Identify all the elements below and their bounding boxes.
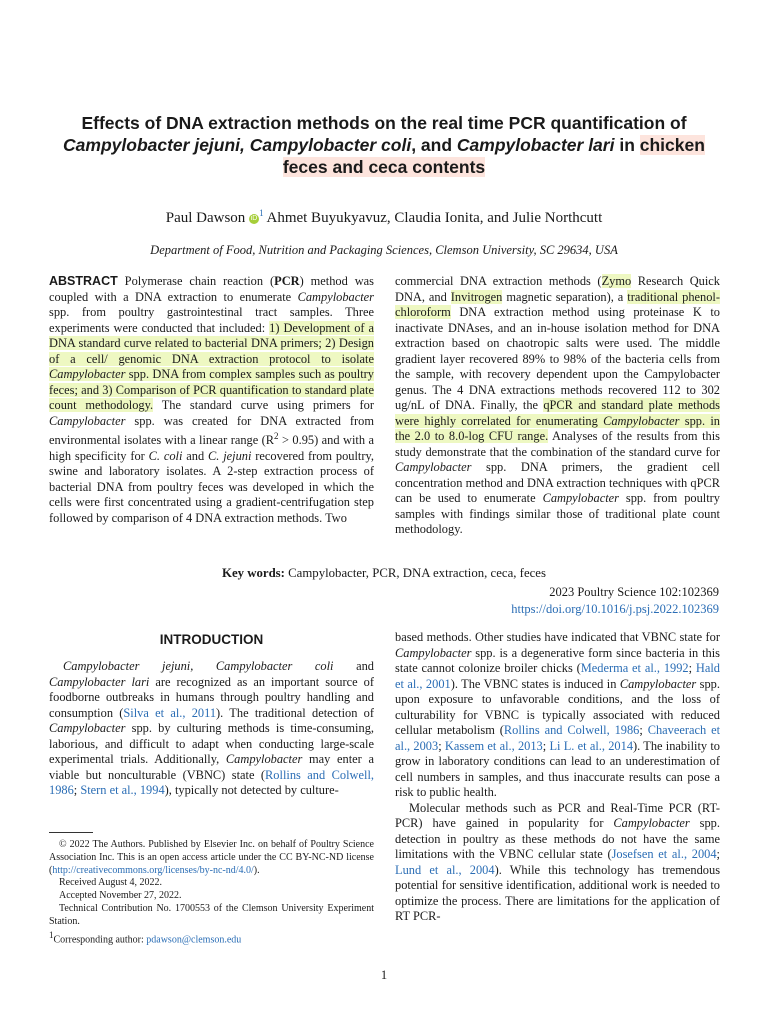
title-in: in	[614, 135, 640, 155]
abstract-text: qPCR and standard plate methods were highly correlated for enumerating	[395, 398, 720, 428]
intro-italic: Campylobacter	[225, 752, 303, 766]
abstract-italic: Campylobacter	[49, 367, 126, 381]
authors-rest: Ahmet Buyukyavuz, Claudia Ionita, and Julie Northcutt	[263, 210, 603, 226]
citation-block	[511, 584, 719, 618]
author-first: Paul Dawson	[165, 210, 246, 226]
copyright-text: © 2022 The Authors. Published by Elsevier Inc. on behalf of Poultry Science Association Inc. This is an open access article under the CC BY-NC-ND license (	[49, 839, 374, 876]
title-line-2	[40, 134, 728, 156]
title-and: , and	[411, 135, 457, 155]
title-line-1: Effects of DNA extraction methods on the real time PCR quantification of	[81, 113, 687, 133]
reference-link[interactable]: Josefsen et al., 2004	[611, 847, 717, 861]
abstract-text: Research Quick DNA, and	[395, 274, 720, 304]
copyright-note	[49, 839, 374, 877]
doi-link[interactable]: https://doi.org/10.1016/j.psj.2022.102369	[511, 602, 719, 616]
intro-text: are recognized as an important source of foodborne outbreaks in humans through poultry handling and consumption (	[49, 674, 374, 720]
article-title	[40, 112, 728, 178]
abstract-text: Polymerase chain reaction (	[117, 274, 275, 288]
abstract-text: spp. was created for DNA extracted from environmental isolates with a linear range (R	[49, 413, 374, 448]
intro-text: ). The traditional detection of	[216, 705, 374, 720]
email-link[interactable]: pdawson@clemson.edu	[146, 933, 242, 945]
accepted-date: Accepted November 27, 2022.	[59, 890, 182, 902]
abstract-text: Analyses of the results from this study demonstrate that the combination of the standard curve for	[395, 429, 720, 459]
intro-italic: Campylobacter jejuni, Campylobacter coli	[63, 659, 334, 673]
license-link[interactable]: http://creativecommons.org/licenses/by-nc-nd/4.0/	[52, 864, 254, 876]
author-list	[40, 208, 728, 227]
intro-paragraph	[49, 659, 374, 799]
abstract-highlight: traditional phenol-chloroform	[395, 289, 720, 319]
intro-text: spp. by culturing methods is time-consuming, laborious, and difficult to adapt when conducting large-scale experimental trials. Additionally,	[49, 721, 374, 766]
intro-text: based methods. Other studies have indicated that VBNC state for	[395, 630, 720, 644]
footnotes	[49, 839, 374, 947]
reference-link[interactable]: Silva et al., 2011	[123, 705, 217, 720]
reference-link[interactable]: Stern et al., 1994	[80, 783, 165, 797]
intro-paragraph	[395, 801, 720, 925]
abstract-text: magnetic separation), a	[502, 289, 628, 304]
keywords-text: Campylobacter, PCR, DNA extraction, ceca, feces	[284, 566, 546, 580]
intro-italic: Campylobacter	[613, 816, 690, 830]
title-species-2: Campylobacter lari	[456, 135, 615, 155]
reference-link[interactable]: Rollins and Colwell, 1986	[49, 767, 374, 797]
reference-link[interactable]: Chaveerach et al., 2003	[395, 723, 721, 753]
abstract-text: > 0.95) and with a high specificity for	[49, 433, 374, 463]
abstract-label: ABSTRACT	[49, 274, 118, 288]
journal-citation: 2023 Poultry Science 102:102369	[549, 585, 719, 599]
abstract-text: commercial DNA extraction methods (	[395, 274, 602, 288]
intro-italic: Campylobacter lari	[49, 674, 150, 689]
footnote-sup: 1	[49, 929, 54, 940]
abstract-text: 1) Development of a DNA standard curve related to bacterial DNA primers; 2) Design of a cell/ genomic DNA extraction protocol to isolate	[49, 320, 374, 366]
abstract-text: spp. from poultry gastrointestinal tract samples. Three experiments were conducted that included:	[49, 305, 374, 335]
reference-link[interactable]: Rollins and Colwell, 1986	[503, 723, 640, 737]
intro-text: spp. detection in poultry as these methods do not have the same limitations with the VBNC cellular state (	[395, 816, 720, 861]
intro-italic: Campylobacter	[619, 676, 697, 691]
abstract-text: recovered from poultry, swine and laboratory isolates. A 2-step extraction process of bacterial DNA from poultry feces was developed in which the cells were first concentrated using a gradient-centrifugation step followed by comparison of 4 DNA extraction methods. Two	[49, 448, 374, 525]
title-species-1: Campylobacter jejuni, Campylobacter coli	[63, 135, 412, 155]
orcid-icon[interactable]: iD	[250, 215, 258, 222]
corresponding-label: Corresponding author:	[53, 933, 147, 945]
author-first-sup[interactable]: 1	[259, 208, 264, 218]
abstract-bold: PCR	[274, 274, 300, 288]
keywords-label: Key words:	[222, 566, 285, 580]
intro-text: ;	[73, 783, 81, 797]
title-highlight-1: chicken	[639, 135, 705, 155]
abstract-text: spp. from poultry samples with findings similar those of traditional plate count methodology.	[395, 491, 720, 536]
received-date: Received August 4, 2022.	[59, 877, 163, 889]
intro-left-column	[49, 659, 374, 799]
abstract-left-column	[49, 274, 374, 526]
abstract-italic: Campylobacter	[395, 460, 472, 474]
corresponding-author	[49, 929, 374, 947]
page-number: 1	[380, 968, 388, 982]
abstract-text: DNA extraction method using proteinase K to inactivate DNAses, and an in-house isolation method for DNA extraction based on chaotropic salts were used. The middle gradient layer recovered 89% to 98% of the bacteria cells from the sample, with recovery dependent upon the Campylobacter genus. The 4 DNA extractions methods recovered 112 to 302 ug/nL of DNA. Finally, the	[395, 305, 720, 412]
abstract-text: ) method was coupled with a DNA extraction to enumerate	[49, 274, 375, 304]
reference-link[interactable]: Lund et al., 2004	[395, 862, 495, 877]
abstract-italic: C. jejuni	[208, 448, 252, 463]
intro-text: ). While this technology has tremendous potential for sensitive identification, additional work is needed to optimize the process. There are limitations for the application of RT PCR-	[395, 862, 721, 923]
keywords	[40, 566, 728, 581]
intro-text: ;	[542, 738, 550, 753]
abstract-text: spp. in the 2.0 to 8.0-log CFU range.	[395, 413, 720, 443]
abstract-italic: Campylobacter	[297, 289, 374, 304]
intro-text: Molecular methods such as PCR and Real-Time PCR (RT-PCR) have gained in popularity for	[395, 800, 720, 830]
intro-italic: Campylobacter	[49, 721, 126, 735]
abstract-italic: Campylobacter	[542, 491, 619, 505]
superscript: 2	[274, 431, 279, 441]
abstract-text: The standard curve using primers for	[153, 398, 375, 412]
title-highlight-2: feces and ceca contents	[282, 157, 486, 177]
intro-paragraph	[395, 630, 720, 801]
intro-text: spp. is a degenerative form since bacteria in this state cannot colonize broiler chicks (	[395, 645, 720, 675]
section-heading-introduction: INTRODUCTION	[159, 632, 264, 647]
abstract-text: spp. DNA primers, the gradient cell concentration method and DNA extraction techniques with qPCR can be used to enumerate	[395, 460, 720, 505]
abstract-italic: Campylobacter	[49, 413, 126, 428]
technical-contribution: Technical Contribution No. 1700553 of the Clemson University Experiment Station.	[49, 902, 374, 927]
intro-text: spp. upon exposure to unfavorable conditions, and the loss of culturability for VBNC is typically associated with reduced cellular metabolism (	[395, 676, 720, 737]
intro-text: ). The VBNC states is induced in	[450, 676, 620, 691]
intro-italic: Campylobacter	[395, 645, 472, 660]
reference-link[interactable]: Hald et al., 2001	[395, 661, 720, 691]
reference-link[interactable]: Kassem et al., 2013	[444, 738, 543, 753]
copyright-text: ).	[253, 864, 260, 876]
intro-text: ;	[639, 723, 648, 737]
footnote-divider	[49, 832, 93, 833]
reference-link[interactable]: Mederma et al., 1992	[580, 661, 689, 675]
abstract-italic: Campylobacter	[603, 413, 680, 428]
abstract-italic: C. coli	[148, 448, 183, 463]
intro-right-column	[395, 630, 720, 925]
intro-text: ;	[688, 661, 696, 675]
affiliation: Department of Food, Nutrition and Packaging Sciences, Clemson University, SC 29634, USA	[150, 243, 618, 257]
intro-text: ). The inability to grow in laboratory conditions can lead to an underestimation of cell numbers in samples, and thus inaccurate results can pose a risk to public health.	[395, 738, 720, 799]
intro-text: and	[333, 659, 374, 673]
abstract-highlight: Zymo	[601, 274, 632, 288]
abstract-right-column	[395, 274, 720, 538]
intro-text: ;	[716, 847, 720, 861]
intro-text: ), typically not detected by culture-	[164, 783, 339, 797]
intro-text: ;	[438, 738, 445, 753]
intro-text: may enter a viable but nonculturable (VBNC) state (	[49, 752, 375, 782]
abstract-text: spp. DNA from complex samples such as poultry feces; and 3) Comparison of PCR quantification to standard plate count methodology.	[49, 367, 374, 412]
reference-link[interactable]: Li L. et al., 2014	[549, 738, 634, 753]
title-line-3	[40, 156, 728, 178]
abstract-text: and	[182, 448, 209, 463]
abstract-highlight: Invitrogen	[450, 289, 503, 304]
